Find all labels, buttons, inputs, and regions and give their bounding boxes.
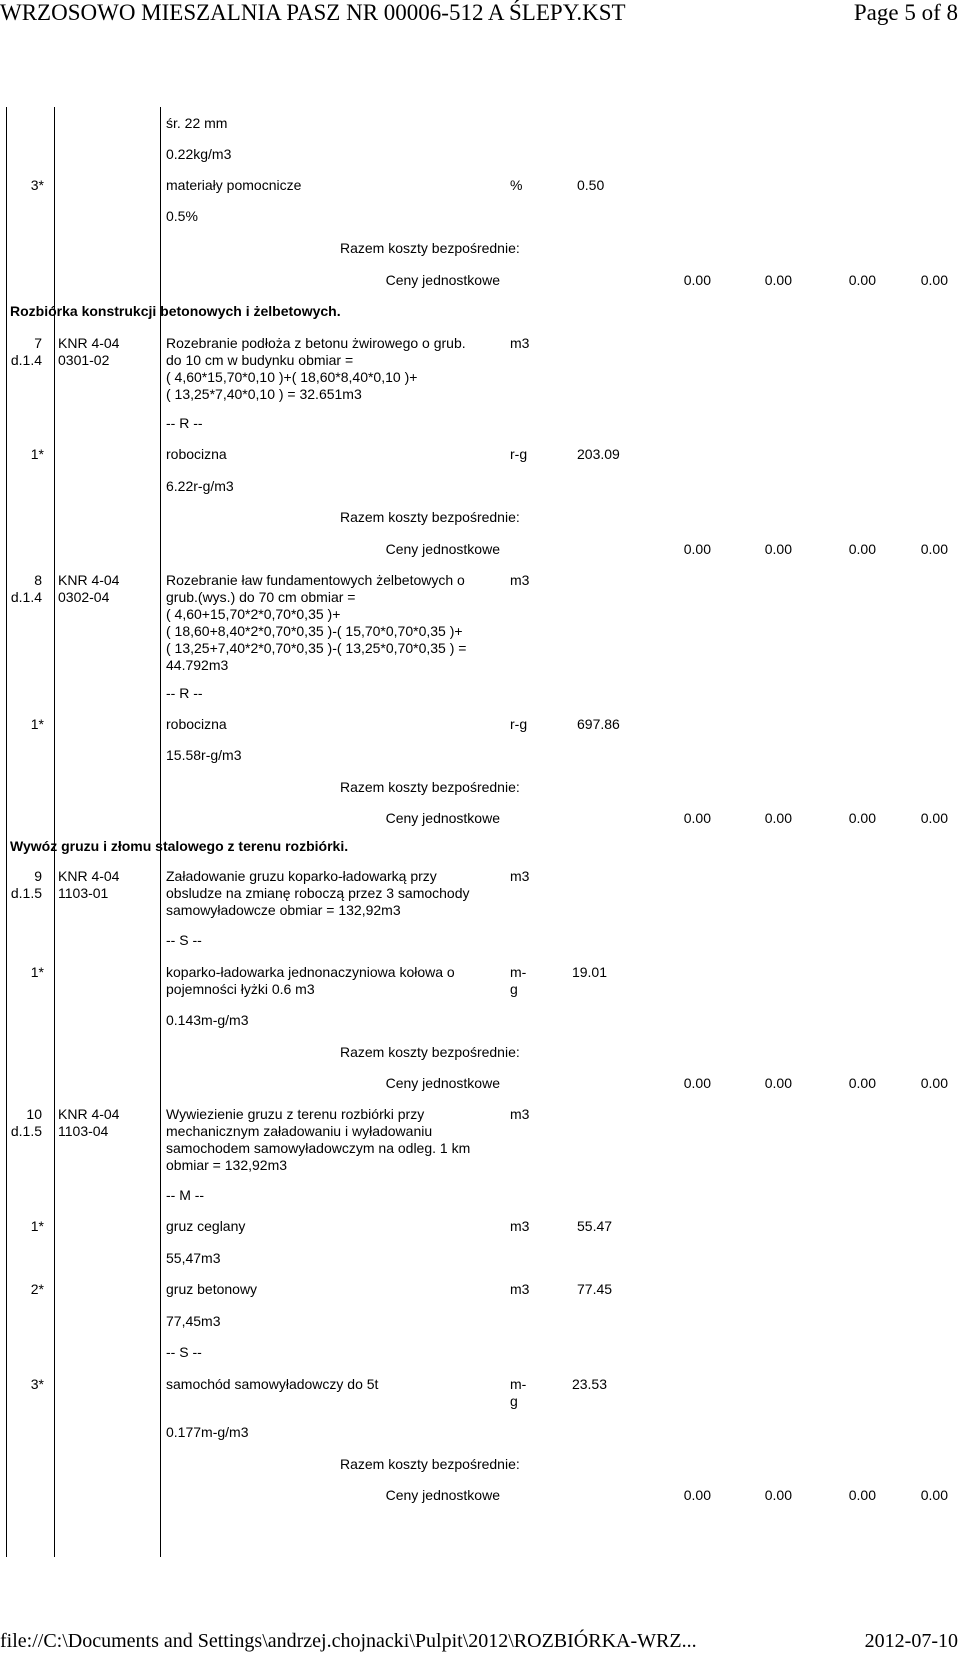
- page-footer: [0, 1630, 960, 1657]
- position-description: ( 4,60*15,70*0,10 )+( 18,60*8,40*0,10 )+: [166, 369, 418, 385]
- resource-number: 3*: [30, 177, 44, 193]
- line-text: -- R --: [166, 685, 203, 701]
- price-value: 0.00: [920, 541, 948, 557]
- resource-name: gruz ceglany: [166, 1218, 246, 1234]
- position-description: ( 4,60+15,70*2*0,70*0,35 )+: [166, 606, 341, 622]
- price-value: 0.00: [920, 810, 948, 826]
- unit: m-: [510, 1376, 527, 1392]
- position-description: obmiar = 132,92m3: [166, 1157, 288, 1173]
- position-ref: d.1.4: [10, 352, 42, 368]
- resource-number: 1*: [30, 964, 44, 980]
- position-description: Wywiezienie gruzu z terenu rozbiórki przy: [166, 1106, 425, 1122]
- file-path: file://C:\Documents and Settings\andrzej.chojnacki\Pulpit\2012\ROZBIÓRKA-WRZ...: [0, 1630, 697, 1652]
- quantity: 55.47: [577, 1218, 613, 1234]
- resource-name: koparko-ładowarka jednonaczyniowa kołowa o: [166, 964, 455, 980]
- price-value: 0.00: [920, 1075, 948, 1091]
- knr-code: KNR 4-04: [58, 335, 120, 351]
- quantity: 23.53: [571, 1376, 607, 1392]
- unit-prices-label: Ceny jednostkowe: [385, 1075, 500, 1091]
- price-value: 0.00: [764, 1487, 792, 1503]
- quantity: 697.86: [577, 716, 620, 732]
- price-value: 0.00: [848, 1487, 876, 1503]
- position-description: samochodem samowyładowczym na odleg. 1 km: [166, 1140, 471, 1156]
- position-ref: d.1.4: [10, 589, 42, 605]
- position-description: mechanicznym załadowaniu i wyładowaniu: [166, 1123, 433, 1139]
- price-value: 0.00: [764, 272, 792, 288]
- line-text: -- M --: [166, 1187, 205, 1203]
- line-text: 0.143m-g/m3: [166, 1012, 249, 1028]
- unit: %: [510, 177, 523, 193]
- line-text: -- S --: [166, 932, 202, 948]
- price-value: 0.00: [920, 1487, 948, 1503]
- resource-name: pojemności łyżki 0.6 m3: [166, 981, 315, 997]
- unit-prices-label: Ceny jednostkowe: [385, 272, 500, 288]
- position-description: do 10 cm w budynku obmiar =: [166, 352, 354, 368]
- direct-costs-label: Razem koszty bezpośrednie:: [340, 1044, 520, 1060]
- price-value: 0.00: [764, 810, 792, 826]
- position-number: 9: [34, 868, 42, 884]
- position-description: samowyładowcze obmiar = 132,92m3: [166, 902, 401, 918]
- position-number: 10: [26, 1106, 42, 1122]
- quantity: 77.45: [577, 1281, 613, 1297]
- knr-code: 1103-04: [58, 1123, 109, 1139]
- unit: m3: [510, 1218, 530, 1234]
- unit: g: [510, 981, 518, 997]
- position-description: Rozebranie ław fundamentowych żelbetowych o: [166, 572, 465, 588]
- position-number: 8: [34, 572, 42, 588]
- knr-code: KNR 4-04: [58, 868, 120, 884]
- unit: m3: [510, 1281, 530, 1297]
- unit-prices-label: Ceny jednostkowe: [385, 541, 500, 557]
- position-description: ( 13,25*7,40*0,10 ) = 32.651m3: [166, 386, 362, 402]
- position-number: 7: [34, 335, 42, 351]
- unit: r-g: [510, 716, 528, 732]
- document-title: WRZOSOWO MIESZALNIA PASZ NR 00006-512 A ŚLEPY.KST: [0, 0, 626, 25]
- position-description: 44.792m3: [166, 657, 229, 673]
- position-description: ( 13,25+7,40*2*0,70*0,35 )-( 13,25*0,70*0,35 ) =: [166, 640, 467, 656]
- position-description: ( 18,60+8,40*2*0,70*0,35 )-( 15,70*0,70*0,35 )+: [166, 623, 463, 639]
- direct-costs-label: Razem koszty bezpośrednie:: [340, 509, 520, 525]
- line-text: -- R --: [166, 415, 203, 431]
- position-description: Załadowanie gruzu koparko-ładowarką przy: [166, 868, 437, 884]
- resource-name: robocizna: [166, 716, 227, 732]
- unit: m-: [510, 964, 527, 980]
- resource-number: 1*: [30, 716, 44, 732]
- section-heading: Rozbiórka konstrukcji betonowych i żelbetowych.: [10, 303, 341, 319]
- price-value: 0.00: [848, 272, 876, 288]
- direct-costs-label: Razem koszty bezpośrednie:: [340, 1456, 520, 1472]
- knr-code: KNR 4-04: [58, 1106, 120, 1122]
- table-border-left: [6, 107, 7, 1557]
- direct-costs-label: Razem koszty bezpośrednie:: [340, 240, 520, 256]
- position-description: Rozebranie podłoża z betonu żwirowego o grub.: [166, 335, 466, 351]
- resource-number: 2*: [30, 1281, 44, 1297]
- line-text: 55,47m3: [166, 1250, 221, 1266]
- price-value: 0.00: [764, 541, 792, 557]
- print-date: 2012-07-10: [864, 1630, 958, 1652]
- line-text: 0.177m-g/m3: [166, 1424, 249, 1440]
- quantity: 0.50: [577, 177, 605, 193]
- price-value: 0.00: [683, 272, 711, 288]
- knr-code: 1103-01: [58, 885, 109, 901]
- position-description: obsludze na zmianę roboczą przez 3 samochody: [166, 885, 470, 901]
- quantity: 19.01: [571, 964, 607, 980]
- line-text: 6.22r-g/m3: [166, 478, 234, 494]
- price-value: 0.00: [920, 272, 948, 288]
- unit: m3: [510, 572, 530, 588]
- position-ref: d.1.5: [10, 885, 42, 901]
- price-value: 0.00: [683, 1487, 711, 1503]
- resource-name: gruz betonowy: [166, 1281, 258, 1297]
- line-text: 15.58r-g/m3: [166, 747, 242, 763]
- section-heading: Wywóz gruzu i złomu stalowego z terenu rozbiórki.: [10, 838, 349, 854]
- line-text: śr. 22 mm: [166, 115, 228, 131]
- price-value: 0.00: [848, 541, 876, 557]
- price-value: 0.00: [764, 1075, 792, 1091]
- line-text: -- S --: [166, 1344, 202, 1360]
- line-text: 77,45m3: [166, 1313, 221, 1329]
- price-value: 0.00: [683, 810, 711, 826]
- unit-prices-label: Ceny jednostkowe: [385, 810, 500, 826]
- resource-name: materiały pomocnicze: [166, 177, 302, 193]
- unit: m3: [510, 1106, 530, 1122]
- resource-name: samochód samowyładowczy do 5t: [166, 1376, 379, 1392]
- knr-code: 0301-02: [58, 352, 110, 368]
- resource-number: 1*: [30, 1218, 44, 1234]
- price-value: 0.00: [683, 1075, 711, 1091]
- position-ref: d.1.5: [10, 1123, 42, 1139]
- direct-costs-label: Razem koszty bezpośrednie:: [340, 779, 520, 795]
- price-value: 0.00: [848, 810, 876, 826]
- unit: g: [510, 1393, 518, 1409]
- unit-prices-label: Ceny jednostkowe: [385, 1487, 500, 1503]
- column-divider: [160, 107, 161, 1557]
- line-text: 0.5%: [166, 208, 198, 224]
- resource-number: 1*: [30, 446, 44, 462]
- column-divider: [54, 107, 55, 1557]
- price-value: 0.00: [848, 1075, 876, 1091]
- unit: r-g: [510, 446, 528, 462]
- page-number: Page 5 of 8: [853, 0, 958, 25]
- resource-number: 3*: [30, 1376, 44, 1392]
- position-description: grub.(wys.) do 70 cm obmiar =: [166, 589, 356, 605]
- knr-code: 0302-04: [58, 589, 110, 605]
- line-text: 0.22kg/m3: [166, 146, 232, 162]
- knr-code: KNR 4-04: [58, 572, 120, 588]
- resource-name: robocizna: [166, 446, 227, 462]
- price-value: 0.00: [683, 541, 711, 557]
- quantity: 203.09: [577, 446, 620, 462]
- unit: m3: [510, 335, 530, 351]
- unit: m3: [510, 868, 530, 884]
